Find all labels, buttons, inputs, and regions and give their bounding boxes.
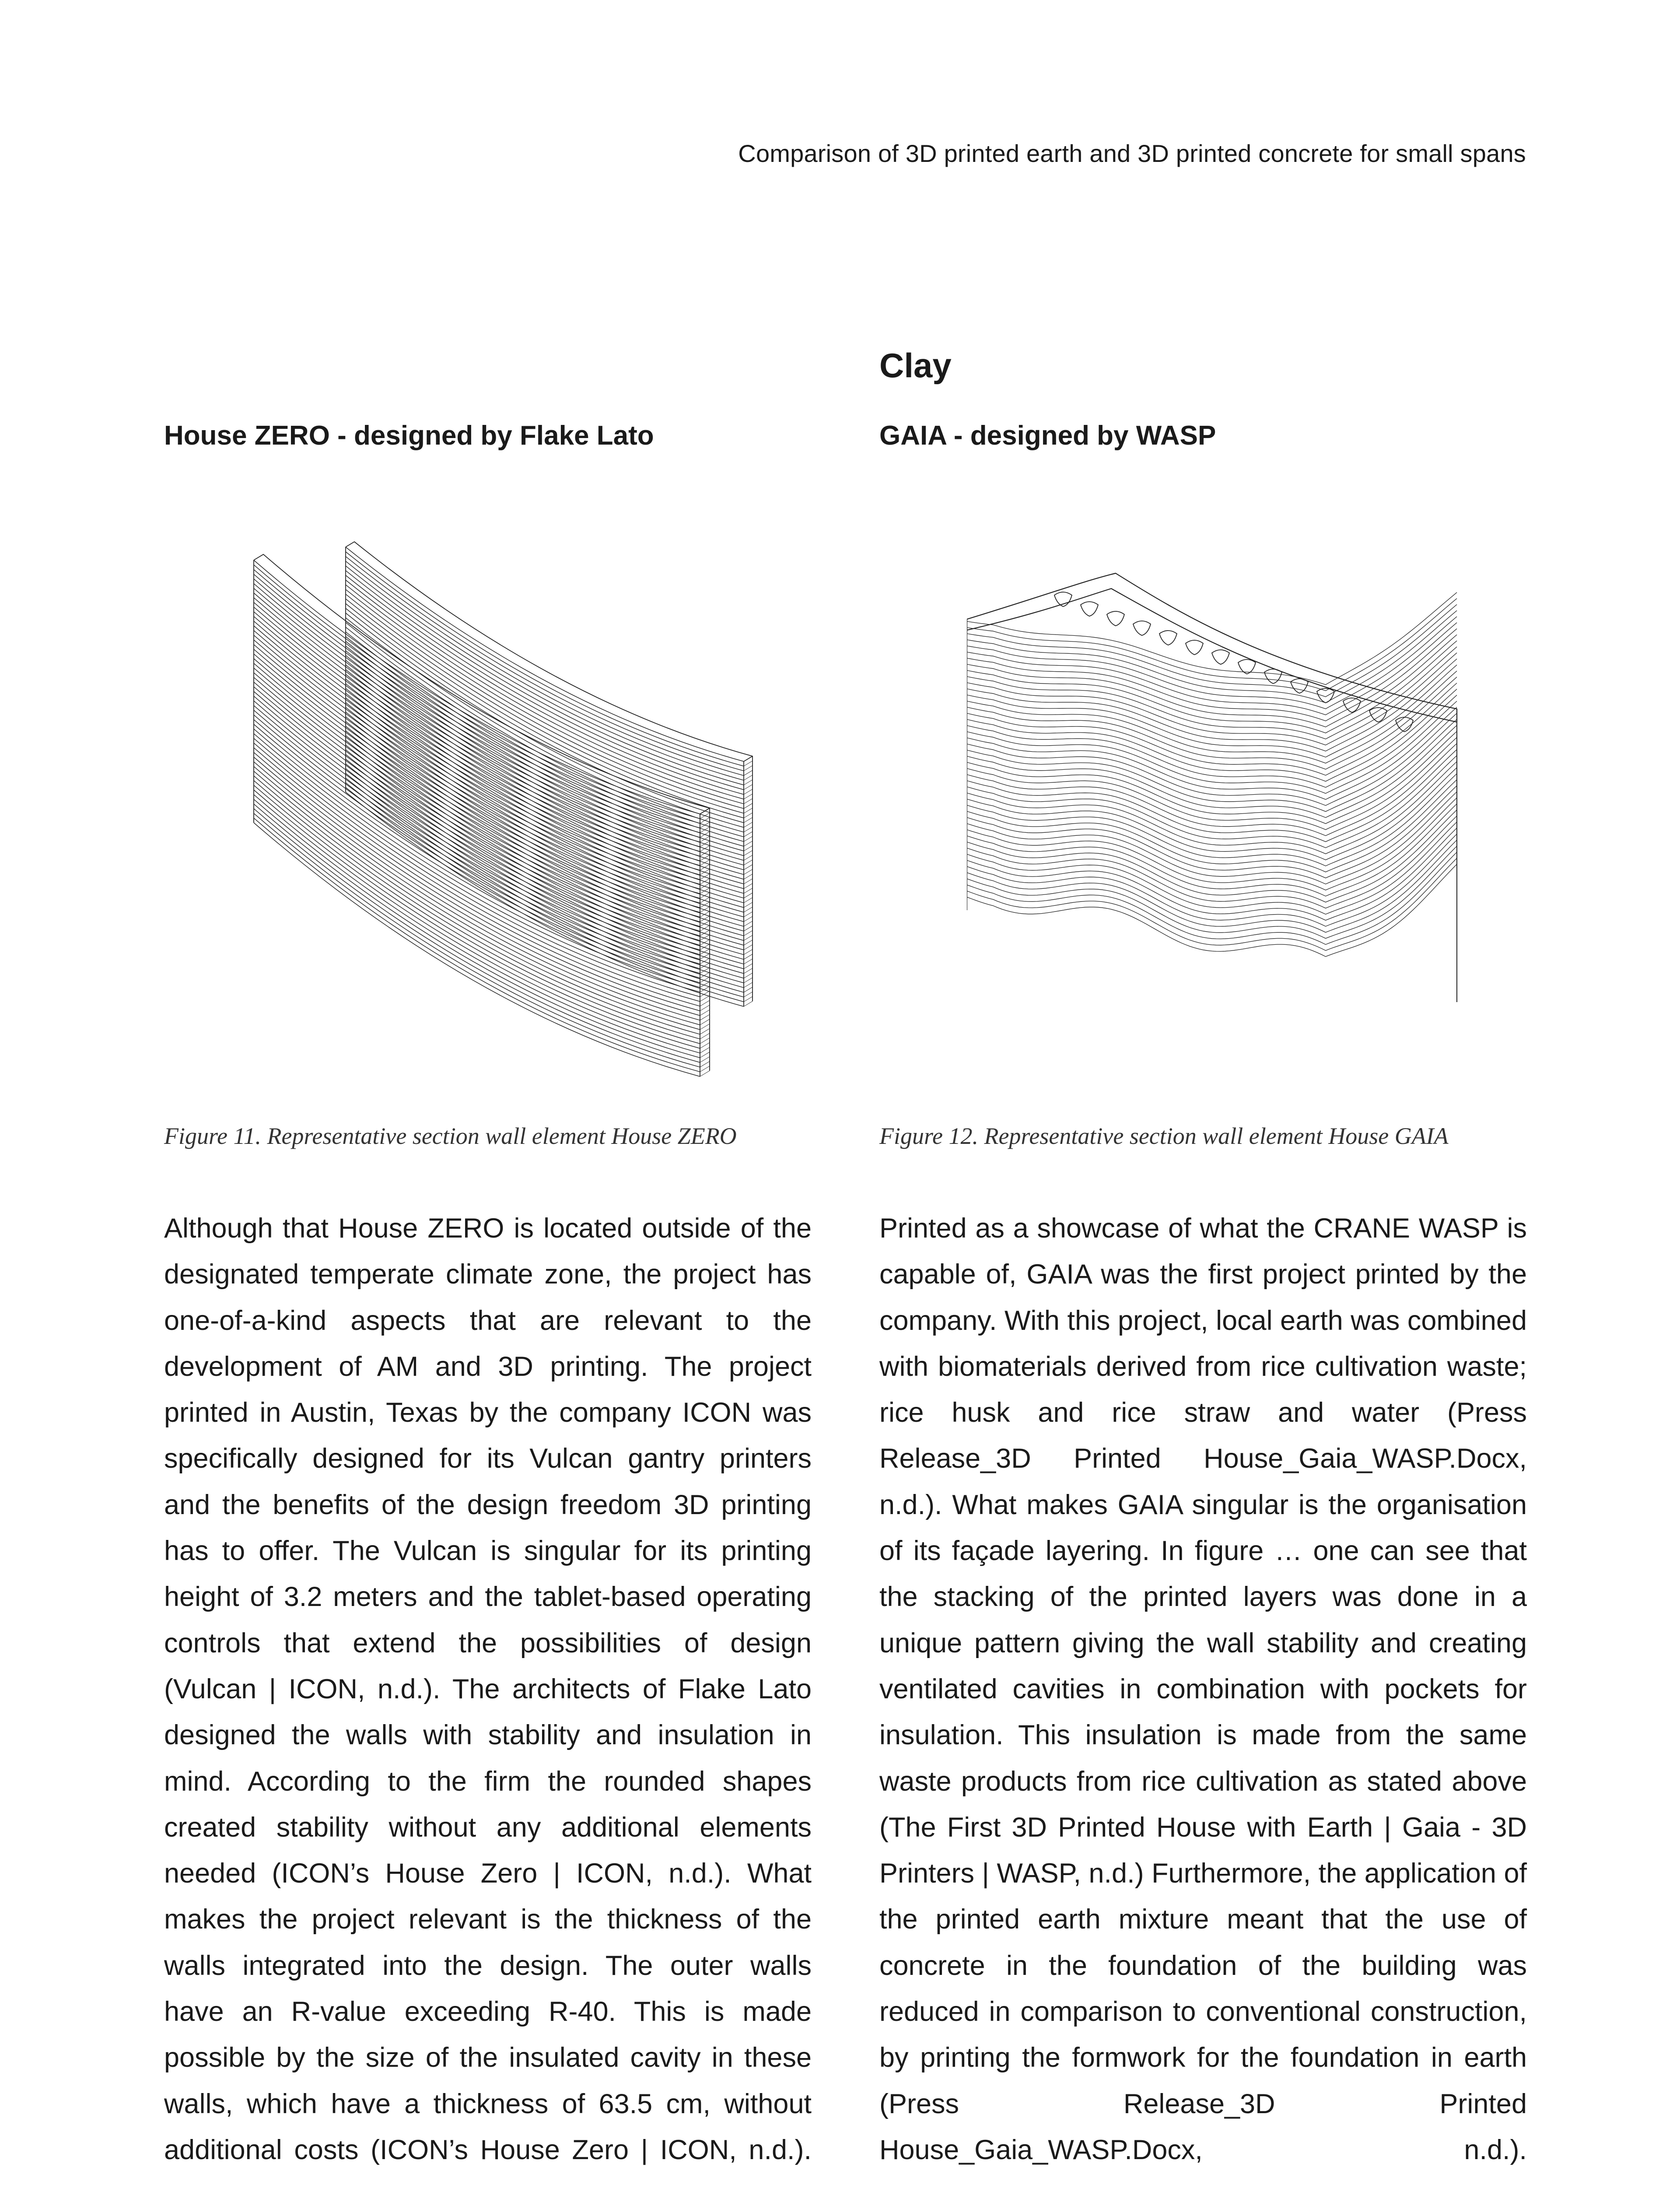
figure-house-gaia [967, 565, 1474, 1063]
figure-12-caption: Figure 12. Representative section wall element House GAIA [879, 1123, 1449, 1149]
left-column-title: House ZERO - designed by Flake Lato [164, 421, 654, 451]
section-title: Clay [879, 346, 952, 385]
right-body-text: Printed as a showcase of what the CRANE WASP is capable of, GAIA was the first project printed by the company. With this project, local earth was combined with biomaterials derived from rice cultivation waste; rice husk and rice straw and water (Press Release_3D Printed House_Gaia_WASP.Docx, n.d.). What makes GAIA singular is the organisation of its façade layering. In figure … one can see that the stacking of the printed layers was done in a unique pattern giving the wall stability and creating ventilated cavities in combination with pockets for insulation. This insulation is made from the same waste products from rice cultivation as stated above (The First 3D Printed House with Earth | Gaia - 3D Printers | WASP, n.d.) Furthermore, the application of the printed earth mixture meant that the use of concrete in the foundation of the building was reduced in comparison to conventional construction, by printing the formwork for the foundation in earth (Press Release_3D Printed House_Gaia_WASP.Docx, n.d.). [879, 1213, 1527, 2165]
running-header: Comparison of 3D printed earth and 3D printed concrete for small spans [738, 140, 1526, 167]
figure-11-caption: Figure 11. Representative section wall element House ZERO [164, 1123, 737, 1149]
figure-house-zero [245, 534, 761, 1103]
curved-double-wall-illustration [245, 534, 761, 1103]
right-column-title: GAIA - designed by WASP [879, 421, 1216, 451]
undulating-infill-wall-illustration [967, 565, 1474, 1063]
left-body-text: Although that House ZERO is located outside of the designated temperate climate zone, the project has one-of-a-kind aspects that are relevant to the development of AM and 3D printing. The project printed in Austin, Texas by the company ICON was specifically designed for its Vulcan gantry printers and the benefits of the design freedom 3D printing has to offer. The Vulcan is singular for its printing height of 3.2 meters and the tablet-based operating controls that extend the possibilities of design (Vulcan | ICON, n.d.). The architects of Flake Lato designed the walls with stability and insulation in mind. According to the firm the rounded shapes created stability without any additional elements needed (ICON’s House Zero | ICON, n.d.). What makes the project relevant is the thickness of the walls integrated into the design. The outer walls have an R-value exceeding R-40. This is made possible by the size of the insulated cavity in these walls, which have a thickness of 63.5 cm, without additional costs (ICON’s House Zero | ICON, n.d.). [164, 1213, 812, 2165]
